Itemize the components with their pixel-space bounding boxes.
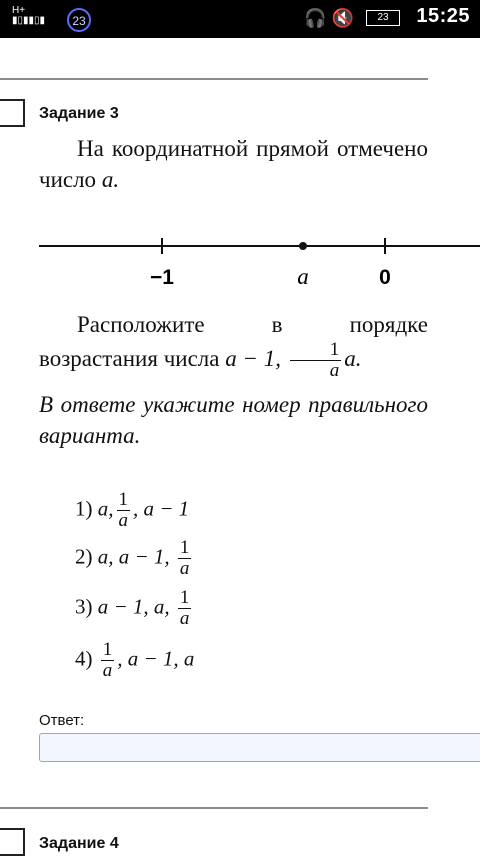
option-4 <box>75 640 194 681</box>
fraction-denominator: a <box>329 360 340 381</box>
label-zero: 0 <box>379 266 391 289</box>
network-type: H+ <box>12 5 26 16</box>
task3-instruction <box>39 309 428 381</box>
battery-icon: 23 <box>366 10 400 26</box>
headphones-icon: 🎧 <box>304 8 327 28</box>
task4-checkbox[interactable] <box>0 828 25 856</box>
fraction-numerator: 1 <box>179 587 190 608</box>
point-a <box>299 242 307 250</box>
option-number: 2) <box>75 544 93 569</box>
number-line <box>0 228 480 298</box>
fraction-numerator: 1 <box>102 639 113 660</box>
problem-text: На координатной прямой отмечено число <box>39 136 428 192</box>
clock: 15:25 <box>416 5 470 27</box>
option-post: , a − 1 <box>133 496 190 521</box>
option-number: 4) <box>75 646 93 671</box>
option-fraction <box>101 640 115 681</box>
option-fraction <box>117 490 131 531</box>
task3-answer-prompt: В ответе укажите номер правильного варианта. <box>39 392 428 448</box>
answer-label: Ответ: <box>39 712 85 729</box>
option-1 <box>75 490 189 531</box>
instruction-text: Расположите в порядке возрастания числа <box>39 312 428 371</box>
option-pre: a, a − 1, <box>97 544 170 569</box>
task3-title: Задание 3 <box>39 105 119 122</box>
option-fraction <box>178 588 192 629</box>
separator-bottom <box>0 807 428 809</box>
task3-problem <box>39 133 428 195</box>
notification-badge[interactable]: 23 <box>67 8 91 32</box>
status-icons <box>304 8 354 29</box>
option-pre: a − 1, a, <box>97 594 170 619</box>
option-number: 1) <box>75 496 93 521</box>
fraction-denominator: a <box>179 558 190 579</box>
option-2 <box>75 538 194 579</box>
status-bar <box>0 0 480 38</box>
mute-icon: 🔇 <box>331 8 354 28</box>
label-minus-one: −1 <box>150 266 174 289</box>
separator-top <box>0 78 428 80</box>
option-pre: a, <box>97 496 114 521</box>
task4-title: Задание 4 <box>39 835 119 852</box>
fraction-denominator: a <box>118 510 128 531</box>
fraction-denominator: a <box>102 660 113 681</box>
option-post: , a − 1, a <box>117 646 195 671</box>
problem-variable: a. <box>101 167 120 192</box>
answer-input[interactable] <box>39 733 480 762</box>
option-fraction <box>178 538 192 579</box>
fraction-numerator: 1 <box>118 489 128 510</box>
fraction-one-over-a <box>290 340 342 381</box>
task3-checkbox[interactable] <box>0 99 25 127</box>
expr-tail: a. <box>344 345 362 371</box>
fraction-denominator: a <box>179 608 190 629</box>
option-3 <box>75 588 194 629</box>
signal-icon: ▮▯▮▮▯▮ <box>12 15 46 26</box>
network-indicator <box>12 6 45 26</box>
label-a: a <box>297 264 309 289</box>
fraction-numerator: 1 <box>179 537 190 558</box>
option-number: 3) <box>75 594 93 619</box>
expr-a-minus-1: a − 1, <box>225 345 281 371</box>
fraction-numerator: 1 <box>290 340 342 361</box>
